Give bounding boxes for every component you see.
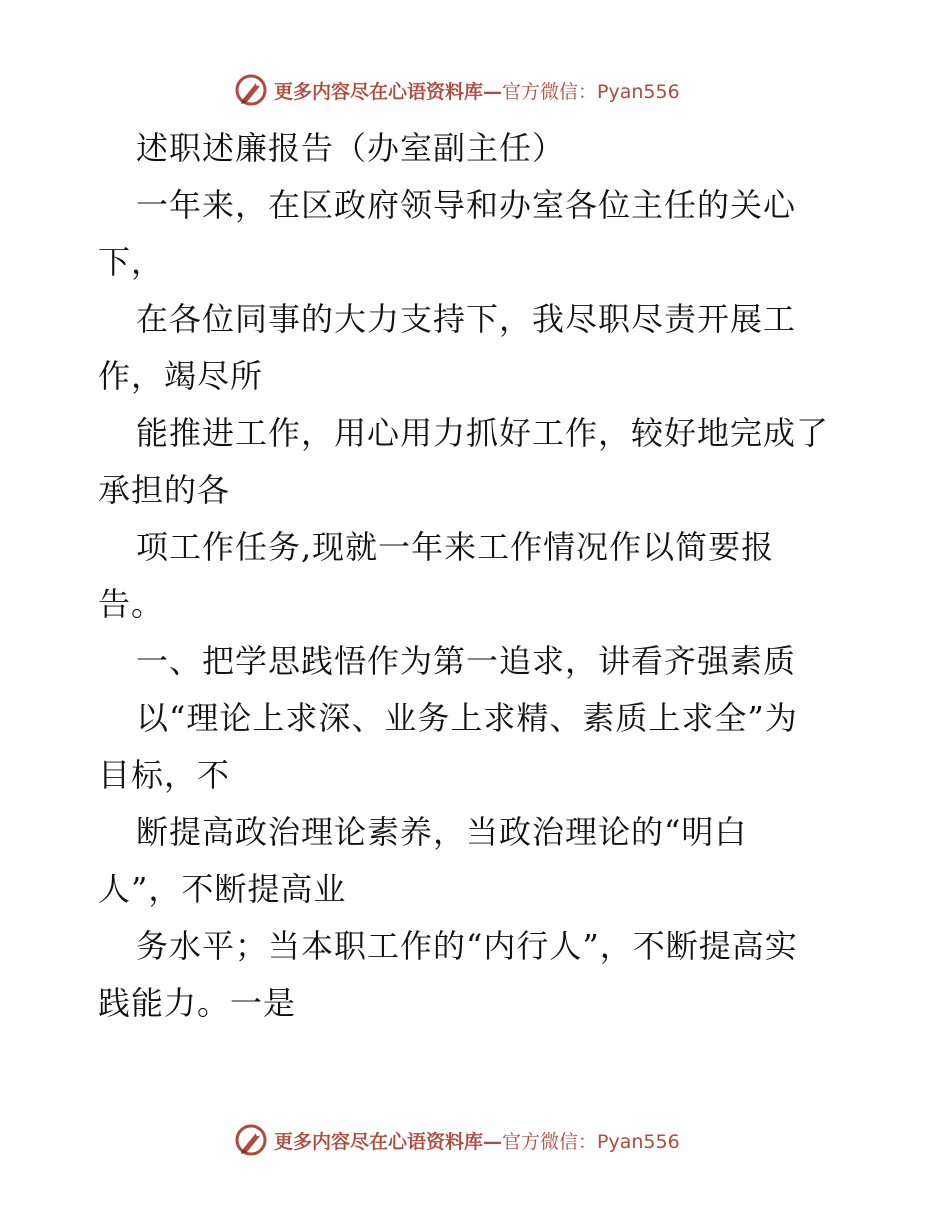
text-line: 在各位同事的大力支持下，我尽职尽责开展工 <box>136 300 797 338</box>
text-line: 下， <box>98 243 165 281</box>
pen-logo-icon <box>234 1123 268 1157</box>
text-line: 能推进工作，用心用力抓好工作，较好地完成了 <box>136 414 830 452</box>
text-line: 一年来，在区政府领导和办室各位主任的关心 <box>136 186 797 224</box>
banner-contact: 官方微信：Pyan556 <box>502 80 680 103</box>
header-banner <box>234 72 680 108</box>
document-body <box>98 120 858 1032</box>
text-line: 项工作任务,现就一年来工作情况作以简要报 <box>136 528 775 566</box>
document-title: 述职述廉报告（办室副主任） <box>136 129 566 167</box>
section-heading: 一、把学思践悟作为第一追求，讲看齐强素质 <box>136 642 797 680</box>
text-line: 断提高政治理论素养，当政治理论的“明白 <box>136 813 748 851</box>
text-line: 作，竭尽所 <box>98 357 264 395</box>
text-line: 务水平；当本职工作的“内行人”，不断提高实 <box>136 927 798 965</box>
text-line: 以“理论上求深、业务上求精、素质上求全”为 <box>136 699 798 737</box>
footer-banner <box>234 1122 680 1158</box>
text-line: 承担的各 <box>98 471 231 509</box>
banner-slogan: 更多内容尽在心语资料库— <box>274 1130 503 1153</box>
banner-contact: 官方微信：Pyan556 <box>502 1130 680 1153</box>
banner-slogan: 更多内容尽在心语资料库— <box>274 80 503 103</box>
pen-logo-icon <box>234 73 268 107</box>
text-line: 告。 <box>98 585 165 623</box>
text-line: 人”，不断提高业 <box>98 870 347 908</box>
text-line: 目标，不 <box>98 756 231 794</box>
text-line: 践能力。一是 <box>98 984 297 1022</box>
